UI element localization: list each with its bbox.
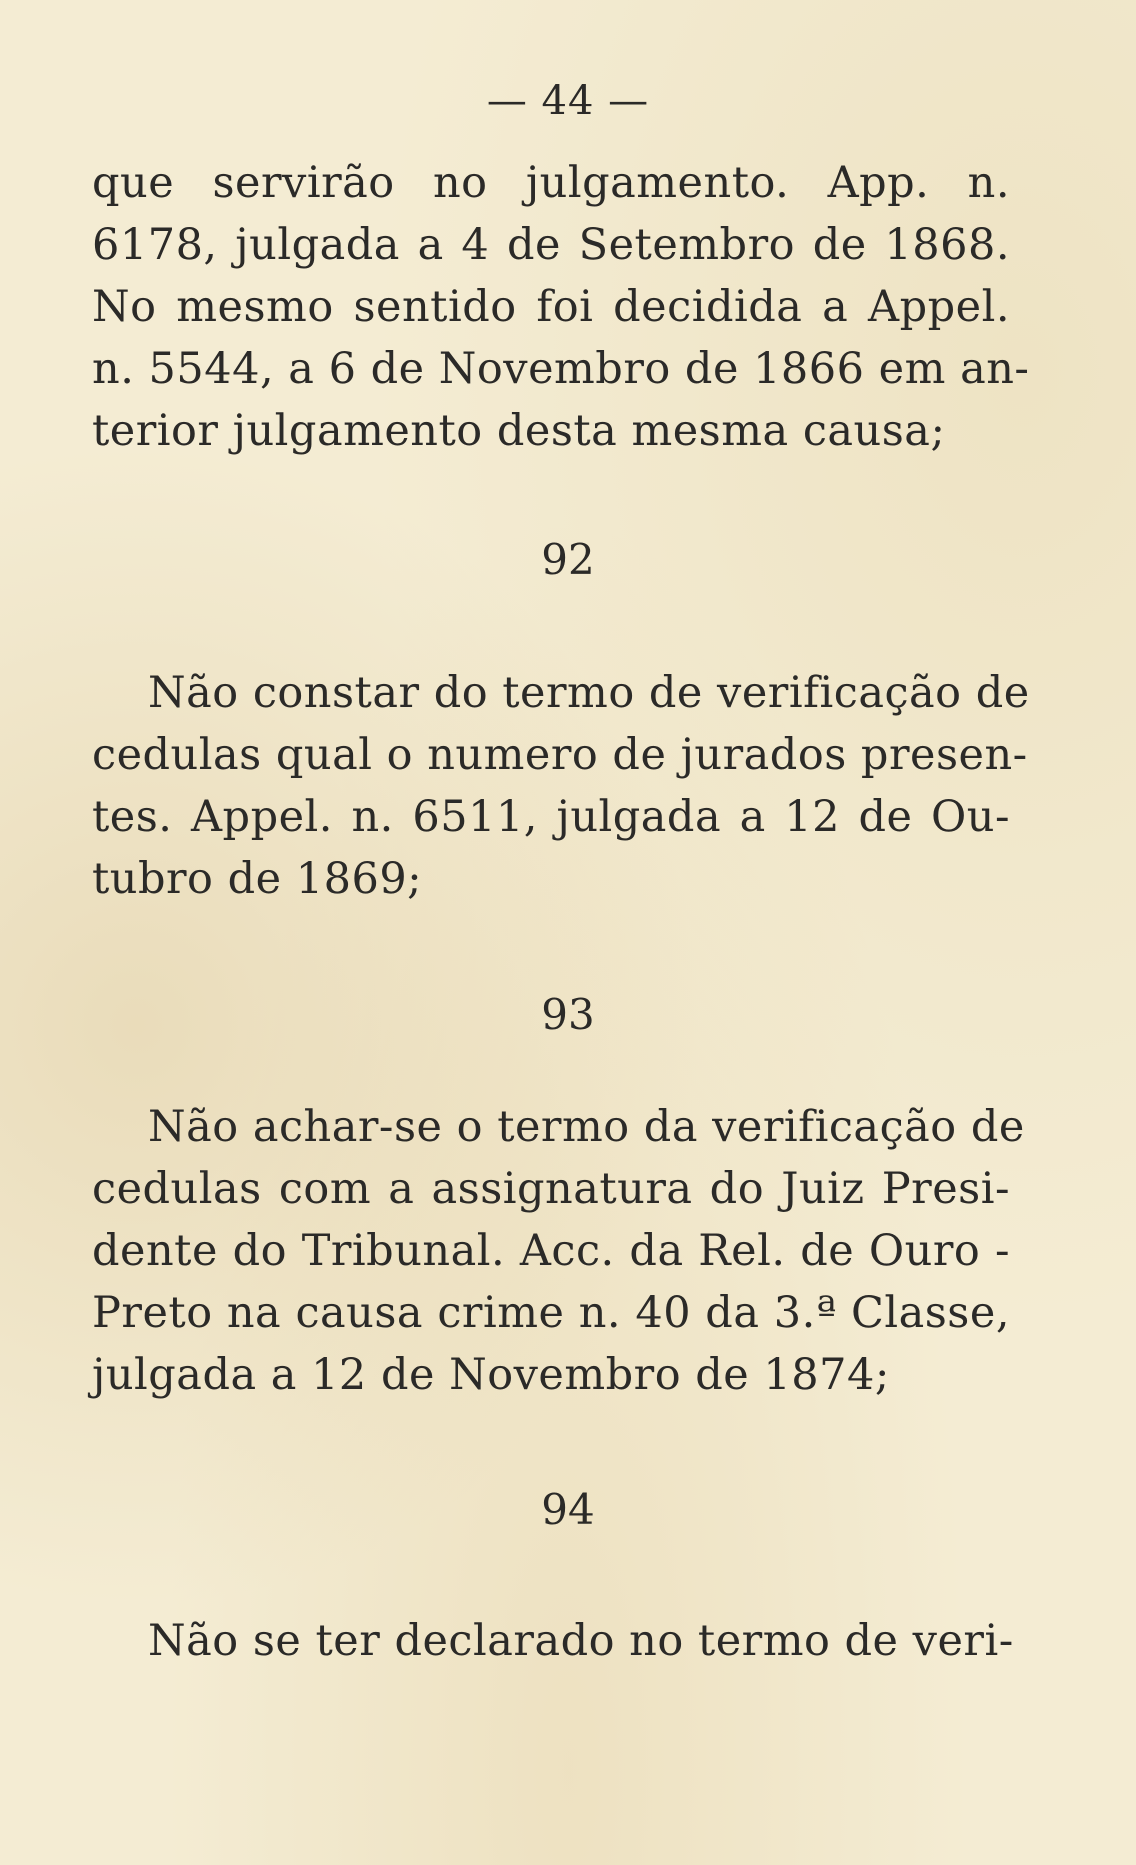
- text-line: tubro de 1869;: [92, 854, 423, 904]
- section-number-94: 94: [541, 1485, 595, 1534]
- page-number: — 44 —: [486, 78, 650, 124]
- text-line: que servirão no julgamento. App. n.: [92, 158, 1010, 208]
- text-line: n. 5544, a 6 de Novembro de 1866 em an-: [92, 344, 1030, 394]
- text-line: Não achar-se o termo da verificação de: [148, 1102, 1025, 1152]
- section-number-92: 92: [541, 535, 595, 584]
- text-line: julgada a 12 de Novembro de 1874;: [92, 1350, 890, 1400]
- text-line: dente do Tribunal. Acc. da Rel. de Ouro -: [92, 1226, 1010, 1276]
- text-line: No mesmo sentido foi decidida a Appel.: [92, 282, 1010, 332]
- text-line: Não constar do termo de verificação de: [148, 668, 1030, 718]
- text-line: terior julgamento desta mesma causa;: [92, 406, 946, 456]
- text-line: cedulas com a assignatura do Juiz Presi-: [92, 1164, 1010, 1214]
- section-number-93: 93: [541, 990, 595, 1039]
- text-line: 6178, julgada a 4 de Setembro de 1868.: [92, 220, 1010, 270]
- text-line: cedulas qual o numero de jurados presen-: [92, 730, 1028, 780]
- text-line: tes. Appel. n. 6511, julgada a 12 de Ou-: [92, 792, 1010, 842]
- text-line: Preto na causa crime n. 40 da 3.ª Classe,: [92, 1288, 1010, 1338]
- text-line: Não se ter declarado no termo de veri-: [148, 1616, 1014, 1666]
